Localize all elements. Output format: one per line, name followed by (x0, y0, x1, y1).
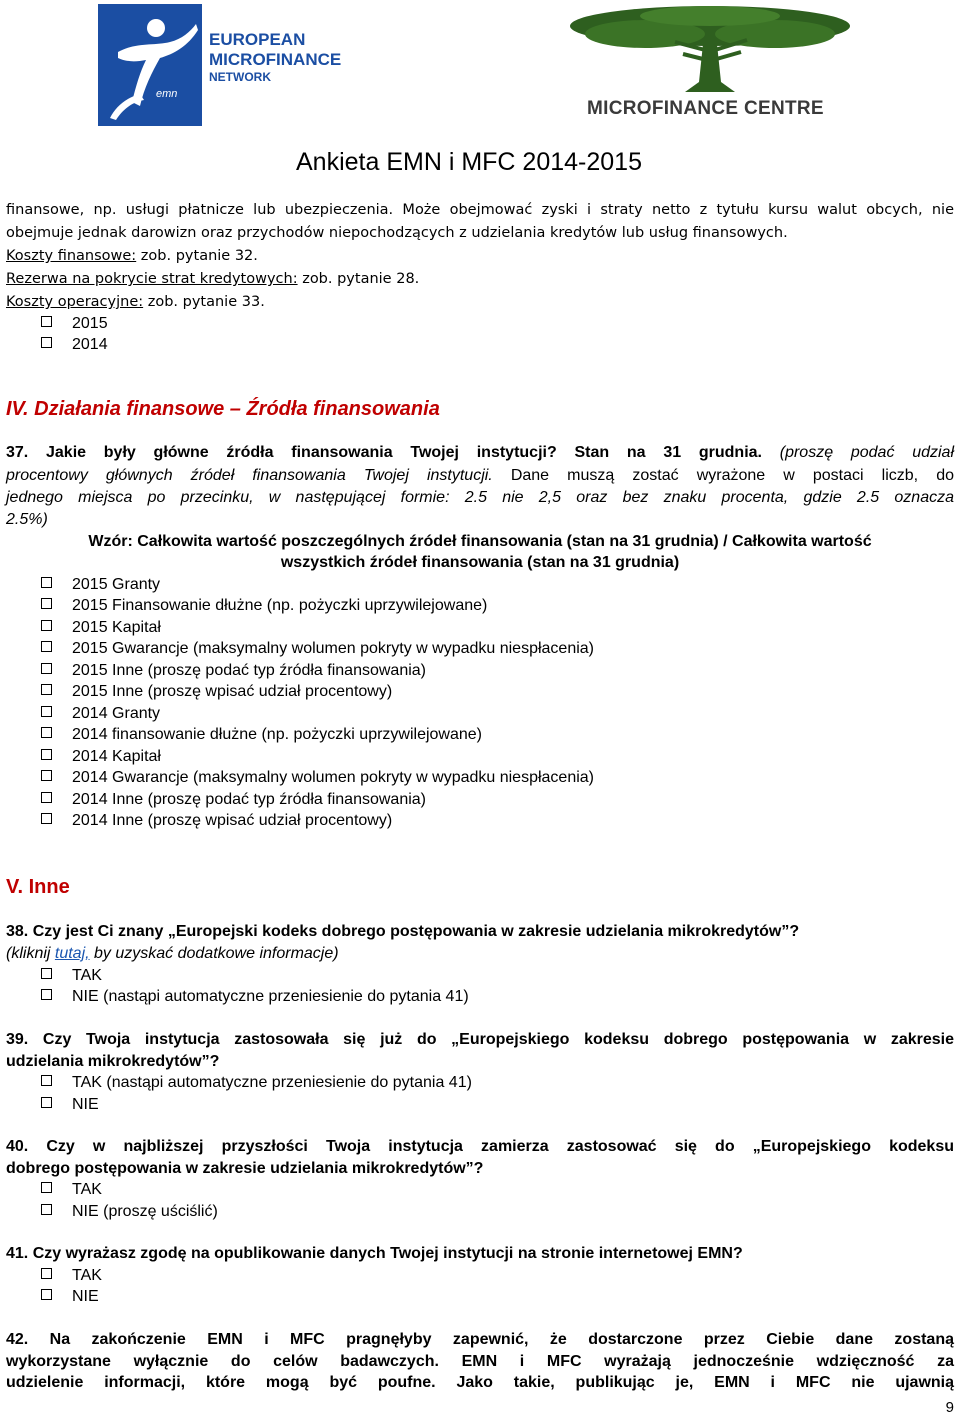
mfc-logo (565, 4, 855, 124)
q37-formula-line1: Wzór: Całkowita wartość poszczególnych źródeł finansowania (stan na 31 grudnia) / Całkowita wartość (88, 533, 872, 550)
ref-operating-costs (6, 292, 954, 312)
page-number: 9 (945, 1399, 954, 1416)
emn-logo-line1: EUROPEAN (209, 30, 306, 49)
q37-hint-start: (proszę podać udział (762, 444, 955, 461)
checkbox-icon[interactable] (41, 792, 52, 803)
q37-option[interactable] (41, 747, 161, 767)
checkbox-icon[interactable] (41, 813, 52, 824)
q37-option[interactable] (41, 575, 160, 595)
emn-logo-mark-icon (96, 2, 204, 128)
checkbox-icon[interactable] (41, 1289, 52, 1300)
option-label: NIE (proszę uściślić) (72, 1203, 218, 1220)
option-label: 2014 Gwarancje (maksymalny wolumen pokryty w wypadku niespłacenia) (72, 769, 595, 786)
q37-option[interactable] (41, 682, 392, 702)
intro-line1: finansowe, np. usługi płatnicze lub ubezpieczenia. Może obejmować zyski i straty netto z tytułu kursu walut obcych, nie (6, 202, 954, 218)
ref-operating-costs-label: Koszty operacyjne: (6, 294, 144, 310)
q37-option[interactable] (41, 768, 594, 788)
checkbox-icon[interactable] (41, 663, 52, 674)
q37-line1 (6, 443, 954, 463)
checkbox-icon[interactable] (41, 1268, 52, 1279)
checkbox-icon[interactable] (41, 749, 52, 760)
page-title: Ankieta EMN i MFC 2014-2015 (296, 148, 642, 176)
emn-logo (96, 2, 346, 130)
ref-finance-costs-label: Koszty finansowe: (6, 248, 137, 264)
checkbox-icon[interactable] (41, 577, 52, 588)
q40-option-no[interactable] (41, 1202, 218, 1222)
q41-option-no[interactable] (41, 1287, 99, 1307)
option-label: TAK (nastąpi automatyczne przeniesienie do pytania 41) (72, 1074, 472, 1091)
q37-option[interactable] (41, 811, 392, 831)
q37-option[interactable] (41, 790, 426, 810)
q38-question: 38. Czy jest Ci znany „Europejski kodeks dobrego postępowania w zakresie udzielania mikrokredytów”? (6, 923, 800, 940)
option-label: TAK (72, 967, 102, 984)
intro-line2: obejmuje jednak darowizn oraz przychodów niepochodzących z udzielania kredytów lub usług finansowych. (6, 225, 788, 241)
q39-option-yes[interactable] (41, 1073, 472, 1093)
q37-line2 (6, 466, 954, 486)
q37-option[interactable] (41, 661, 426, 681)
checkbox-icon[interactable] (41, 770, 52, 781)
intro-option-2015[interactable] (41, 314, 108, 334)
option-label: 2014 finansowanie dłużne (np. pożyczki uprzywilejowane) (72, 726, 483, 743)
q38-option-yes[interactable] (41, 966, 102, 986)
option-label: 2015 (72, 315, 108, 332)
checkbox-icon[interactable] (41, 1097, 52, 1108)
option-label: 2015 Kapitał (72, 619, 161, 636)
q40-question-line2: dobrego postępowania w zakresie udzielania mikrokredytów”? (6, 1160, 484, 1177)
option-label: 2015 Gwarancje (maksymalny wolumen pokryty w wypadku niespłacenia) (72, 640, 595, 657)
checkbox-icon[interactable] (41, 727, 52, 738)
q37-option[interactable] (41, 596, 487, 616)
ref-finance-costs-text: zob. pytanie 32. (136, 248, 258, 264)
option-label: TAK (72, 1267, 102, 1284)
option-label: 2015 Finansowanie dłużne (np. pożyczki uprzywilejowane) (72, 597, 488, 614)
checkbox-icon[interactable] (41, 1204, 52, 1215)
q37-line3: jednego miejsca po przecinku, w następującej formie: 2.5 nie 2,5 oraz bez znaku procenta, gdzie 2.5 oznacza (6, 489, 954, 506)
q37-question: 37. Jakie były główne źródła finansowania Twojej instytucji? Stan na 31 grudnia. (6, 444, 762, 461)
q38-hint (6, 944, 954, 964)
q39-question-line2: udzielania mikrokredytów”? (6, 1053, 220, 1070)
option-label: 2014 Inne (proszę podać typ źródła finansowania) (72, 791, 426, 808)
option-label: 2015 Inne (proszę wpisać udział procentowy) (72, 683, 393, 700)
checkbox-icon[interactable] (41, 316, 52, 327)
checkbox-icon[interactable] (41, 968, 52, 979)
option-label: NIE (72, 1096, 99, 1113)
q37-option[interactable] (41, 704, 160, 724)
section-v-heading: V. Inne (6, 876, 70, 898)
checkbox-icon[interactable] (41, 641, 52, 652)
checkbox-icon[interactable] (41, 989, 52, 1000)
ref-finance-costs (6, 246, 954, 266)
q41-question: 41. Czy wyrażasz zgodę na opublikowanie danych Twojej instytucji na stronie internetowej EMN? (6, 1245, 743, 1262)
checkbox-icon[interactable] (41, 620, 52, 631)
ref-loan-loss-reserve-label: Rezerwa na pokrycie strat kredytowych: (6, 271, 298, 287)
option-label: NIE (nastąpi automatyczne przeniesienie do pytania 41) (72, 988, 469, 1005)
option-label: 2014 Inne (proszę wpisać udział procentowy) (72, 812, 393, 829)
checkbox-icon[interactable] (41, 598, 52, 609)
option-label: 2014 Kapitał (72, 748, 161, 765)
q38-hint-post: by uzyskać dodatkowe informacje) (89, 945, 339, 962)
q41-option-yes[interactable] (41, 1266, 102, 1286)
option-label: NIE (72, 1288, 99, 1305)
checkbox-icon[interactable] (41, 706, 52, 717)
q37-line4: 2.5%) (6, 511, 48, 528)
ref-loan-loss-reserve-text: zob. pytanie 28. (297, 271, 420, 287)
q42-line1: 42. Na zakończenie EMN i MFC pragnęłyby zapewnić, że dostarczone przez Ciebie dane zostaną (6, 1331, 954, 1348)
q37-hint-part: procentowy głównych źródeł finansowania Twojej instytucji. (6, 467, 493, 484)
option-label: 2014 (72, 336, 108, 353)
mfc-logo-text: MICROFINANCE CENTRE (587, 98, 824, 119)
tree-icon (565, 4, 855, 96)
q37-hint-rest: Dane muszą zostać wyrażone w postaci liczb, do (492, 467, 954, 484)
q38-more-info-link[interactable]: tutaj, (54, 945, 90, 962)
emn-logo-emn-mark: emn (156, 88, 178, 100)
q37-option[interactable] (41, 725, 482, 745)
emn-logo-line3: NETWORK (209, 70, 271, 84)
q39-question-line1: 39. Czy Twoja instytucja zastosowała się już do „Europejskiego kodeksu dobrego postępowania w zakresie (6, 1031, 954, 1048)
intro-option-2014[interactable] (41, 335, 108, 355)
option-label: 2014 Granty (72, 705, 161, 722)
q39-option-no[interactable] (41, 1095, 99, 1115)
q37-formula-line2: wszystkich źródeł finansowania (stan na 31 grudnia) (280, 554, 680, 571)
q37-option[interactable] (41, 618, 161, 638)
q38-hint-pre: (kliknij (6, 945, 55, 962)
section-iv-heading (6, 398, 440, 421)
ref-loan-loss-reserve (6, 269, 954, 289)
checkbox-icon[interactable] (41, 337, 52, 348)
q42-line3: udzielenie informacji, które mogą być poufne. Jako takie, publikując je, EMN i MFC nie ujawnią (6, 1374, 954, 1391)
q40-question-line1: 40. Czy w najbliższej przyszłości Twoja instytucja zamierza zastosować się do „Europejskiego kodeksu (6, 1138, 954, 1155)
q40-option-yes[interactable] (41, 1180, 102, 1200)
option-label: TAK (72, 1181, 102, 1198)
section-iv-heading-text: IV. Działania finansowe – Źródła finansowania (6, 398, 440, 420)
checkbox-icon[interactable] (41, 1075, 52, 1086)
option-label: 2015 Granty (72, 576, 161, 593)
checkbox-icon[interactable] (41, 1182, 52, 1193)
q42-line2: wykorzystane wyłącznie do celów badawczych. EMN i MFC wyrażają jednocześnie wdzięczność za (6, 1353, 954, 1370)
q38-option-no[interactable] (41, 987, 469, 1007)
checkbox-icon[interactable] (41, 684, 52, 695)
q37-option[interactable] (41, 639, 594, 659)
emn-logo-line2: MICROFINANCE (209, 50, 342, 69)
option-label: 2015 Inne (proszę podać typ źródła finansowania) (72, 662, 426, 679)
ref-operating-costs-text: zob. pytanie 33. (143, 294, 265, 310)
